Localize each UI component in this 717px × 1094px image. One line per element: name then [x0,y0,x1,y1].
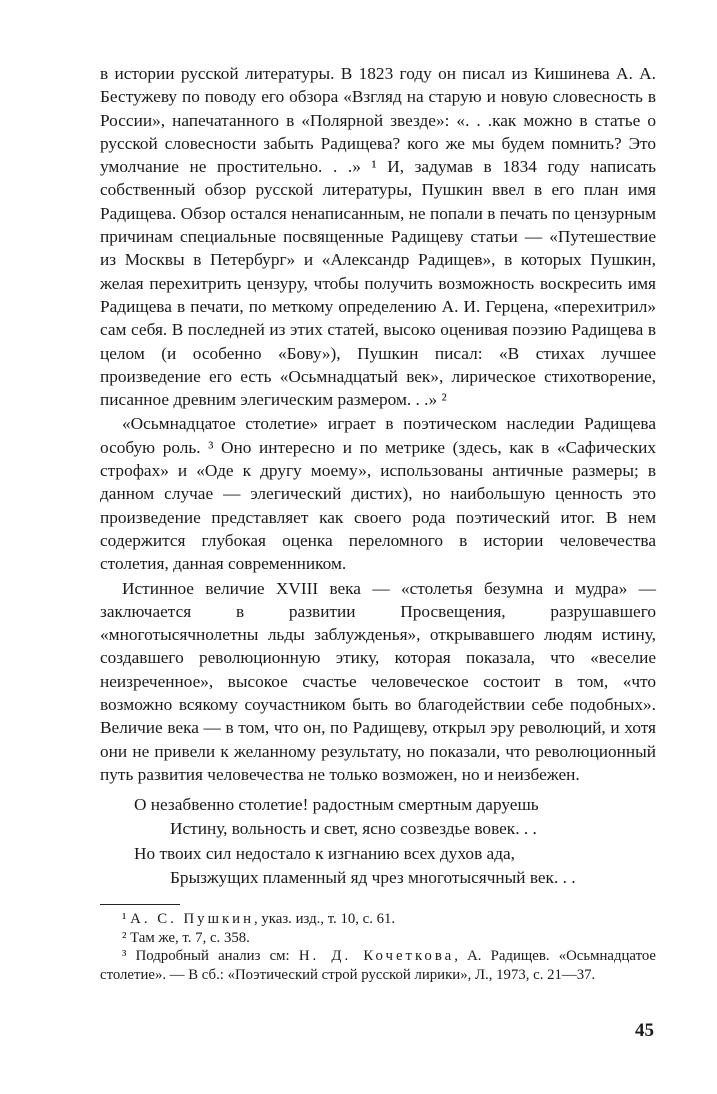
footnote-text: , А. Радищев. «Осьмнадцатое столетие». — В сб.: «Поэтический строй русской лирики», Л., 1973, с. 21—37. [100,948,656,983]
footnote-author: Н. Д. Кочеткова [298,948,455,965]
footnote-1 [100,910,656,929]
verse-line-4: Брызжущих пламенный яд чрез многотысячный век. . . [170,867,576,887]
footnote-marker: ² [122,929,127,946]
paragraph-1: в истории русской литературы. В 1823 году он писал из Кишинева А. А. Бестужеву по поводу его обзора «Взгляд на старую и новую словесность в России», напечатанного в «Полярной звезде»: «. . .как можно в статье о русской словесности забыть Радищева? кого же мы будем помнить? Это умолчание не простительно. . .» ¹ И, задумав в 1834 году написать собственный обзор русской литературы, Пушкин ввел в его план имя Радищева. Обзор остался ненаписанным, не попали в печать по цензурным причинам специальные посвященные Радищеву статьи — «Путешествие из Москвы в Петербург» и «Александр Радищев», в которых Пушкин, желая перехитрить цензуру, чтобы получить возможность воскресить имя Радищева в печати, по меткому определению А. И. Герцена, «перехитрил» сам себя. В последней из этих статей, высоко оценивая поэзию Радищева в целом (и особенно «Бову»), Пушкин писал: «В стихах лучшее произведение его есть «Осьмнадцатый век», лирическое стихотворение, писанное древним элегическим размером. . .» ² [100,64,656,410]
footnote-lead: Подробный анализ см: [135,948,299,965]
paragraph-3: Истинное величие XVIII века — «столетья безумна и мудра» — заключается в развитии Просвещения, разрушавшего «многотысячнолетны льды заблужденья», открывавшего людям истину, создавшего революционную этику, которая показала, что «веселие неизреченное», высокое счастье человеческое состоит в том, «что возможно всякому соучастником быть во благодействии себе подобных». Величие века — в том, что он, по Радищеву, открыл эру революций, и хотя они не привели к желанному результату, но показали, что революционный путь развития человечества не только возможен, но и неизбежен. [100,578,656,784]
footnotes [100,910,656,984]
footnote-marker: ³ [122,948,127,965]
footnote-text: , указ. изд., т. 10, с. 61. [254,911,396,927]
paragraph-2: «Осьмнадцатое столетие» играет в поэтическом наследии Радищева особую роль. ³ Оно интересно и по метрике (здесь, как в «Сафических строфах» и «Оде к другу моему», использованы античные размеры; в данном случае — элегический дистих), но наибольшую ценность это произведение представляет как своего рода поэтический итог. В нем содержится глубокая оценка переломного в истории человечества столетия, данная современником. [100,414,656,574]
footnote-divider [100,904,180,905]
verse-line-2: Истину, вольность и свет, ясно созвездье вовек. . . [170,819,537,839]
footnote-2 [100,929,656,948]
verse-line-1: О незабвенно столетие! радостным смертным даруешь [134,795,539,814]
verse-quote [134,793,664,890]
footnote-3 [100,947,656,984]
footnote-marker: ¹ [122,911,127,927]
footnote-text: Там же, т. 7, с. 358. [130,929,250,946]
page-number: 45 [635,1020,654,1041]
verse-line-3: Но твоих сил недостало к изгнанию всех духов ада, [134,843,515,863]
body-text [100,62,656,786]
footnote-author: А. С. Пушкин [130,911,254,927]
